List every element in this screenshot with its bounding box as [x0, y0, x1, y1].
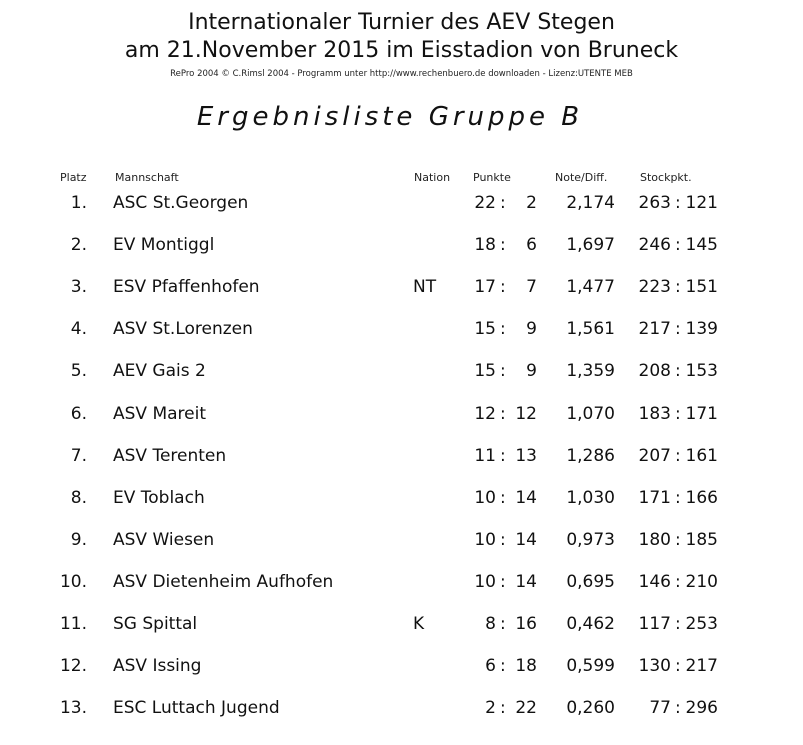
- stock-points-against-cell: 253: [685, 614, 718, 634]
- table-row: [0, 446, 803, 476]
- software-credit: RePro 2004 © C.Rimsl 2004 - Programm unter http://www.rechenbuero.de downloaden - Lizenz:UTENTE MEB: [170, 69, 633, 79]
- points-lost-cell: 12: [515, 403, 537, 424]
- table-row: [0, 193, 803, 223]
- points-won-cell: 10: [474, 487, 496, 508]
- rank-cell: 10.: [59, 571, 87, 592]
- rank-cell: 4.: [70, 319, 87, 340]
- team-name-cell: ASC St.Georgen: [113, 193, 249, 213]
- stock-points-against-cell: 139: [685, 319, 718, 340]
- points-separator: :: [500, 529, 506, 550]
- points-won-cell: 18: [474, 235, 496, 256]
- points-separator: :: [500, 487, 506, 508]
- table-row: [0, 530, 803, 560]
- team-name-cell: ASV Issing: [113, 656, 202, 677]
- points-won-cell: 10: [474, 571, 496, 592]
- stock-points-against-cell: 171: [685, 403, 718, 424]
- table-row: [0, 572, 803, 602]
- stock-separator: :: [675, 319, 681, 340]
- stock-points-for-cell: 180: [638, 529, 671, 550]
- rank-cell: 7.: [70, 445, 87, 466]
- results-heading: Ergebnisliste Gruppe B: [196, 102, 584, 132]
- points-lost-cell: 9: [526, 319, 537, 340]
- stock-points-for-cell: 263: [638, 193, 671, 213]
- stock-points-for-cell: 207: [638, 445, 671, 466]
- points-separator: :: [500, 656, 506, 677]
- column-header-punkte: Punkte: [473, 171, 511, 184]
- points-won-cell: 11: [474, 445, 496, 466]
- points-separator: :: [500, 193, 506, 213]
- stock-separator: :: [675, 614, 681, 634]
- note-diff-cell: 1,286: [566, 445, 615, 466]
- points-won-cell: 6: [485, 656, 496, 677]
- stock-points-for-cell: 146: [638, 571, 671, 592]
- stock-separator: :: [675, 235, 681, 256]
- note-diff-cell: 1,359: [566, 361, 615, 382]
- points-separator: :: [500, 277, 506, 298]
- points-lost-cell: 7: [526, 277, 537, 298]
- table-row: [0, 614, 803, 644]
- stock-separator: :: [675, 656, 681, 677]
- note-diff-cell: 1,030: [566, 487, 615, 508]
- stock-points-against-cell: 210: [685, 571, 718, 592]
- note-diff-cell: 1,070: [566, 403, 615, 424]
- stock-points-for-cell: 171: [638, 487, 671, 508]
- table-row: [0, 319, 803, 349]
- team-name-cell: ASV Terenten: [113, 445, 227, 466]
- table-row: [0, 488, 803, 518]
- team-name-cell: AEV Gais 2: [113, 361, 206, 382]
- nation-cell: NT: [413, 277, 437, 298]
- rank-cell: 2.: [70, 235, 87, 256]
- document-title: Internationaler Turnier des AEV Stegen: [188, 10, 615, 35]
- points-lost-cell: 14: [515, 487, 537, 508]
- note-diff-cell: 0,260: [566, 698, 615, 719]
- note-diff-cell: 0,695: [566, 571, 615, 592]
- points-lost-cell: 2: [526, 193, 537, 213]
- table-row: [0, 656, 803, 686]
- points-won-cell: 22: [474, 193, 496, 213]
- rank-cell: 1.: [70, 193, 87, 213]
- points-won-cell: 12: [474, 403, 496, 424]
- team-name-cell: ASV Dietenheim Aufhofen: [113, 571, 334, 592]
- stock-points-for-cell: 130: [638, 656, 671, 677]
- points-lost-cell: 6: [526, 235, 537, 256]
- rank-cell: 12.: [59, 656, 87, 677]
- stock-separator: :: [675, 698, 681, 719]
- column-header-nation: Nation: [414, 171, 451, 184]
- stock-separator: :: [675, 193, 681, 213]
- document-subtitle: am 21.November 2015 im Eisstadion von Bruneck: [124, 38, 679, 63]
- stock-points-against-cell: 121: [685, 193, 718, 213]
- stock-points-for-cell: 217: [638, 319, 671, 340]
- column-header-note: Note/Diff.: [555, 171, 608, 184]
- rank-cell: 3.: [70, 277, 87, 298]
- team-name-cell: ESC Luttach Jugend: [113, 698, 280, 719]
- points-separator: :: [500, 698, 506, 719]
- stock-points-for-cell: 77: [649, 698, 671, 719]
- points-won-cell: 15: [474, 319, 496, 340]
- team-name-cell: ESV Pfaffenhofen: [113, 277, 260, 298]
- rank-cell: 8.: [70, 487, 87, 508]
- stock-separator: :: [675, 445, 681, 466]
- team-name-cell: EV Toblach: [113, 487, 205, 508]
- points-separator: :: [500, 403, 506, 424]
- points-separator: :: [500, 571, 506, 592]
- note-diff-cell: 1,697: [566, 235, 615, 256]
- team-name-cell: SG Spittal: [113, 614, 198, 634]
- nation-cell: K: [413, 614, 425, 634]
- points-separator: :: [500, 614, 506, 634]
- note-diff-cell: 1,561: [566, 319, 615, 340]
- team-name-cell: ASV Mareit: [113, 403, 207, 424]
- team-name-cell: ASV Wiesen: [113, 529, 215, 550]
- points-separator: :: [500, 235, 506, 256]
- stock-points-against-cell: 166: [685, 487, 718, 508]
- points-won-cell: 2: [485, 698, 496, 719]
- points-lost-cell: 16: [515, 614, 537, 634]
- stock-points-for-cell: 246: [638, 235, 671, 256]
- stock-points-for-cell: 223: [638, 277, 671, 298]
- table-row: [0, 404, 803, 434]
- stock-separator: :: [675, 361, 681, 382]
- table-row: [0, 277, 803, 307]
- rank-cell: 6.: [70, 403, 87, 424]
- team-name-cell: EV Montiggl: [113, 235, 215, 256]
- table-row: [0, 361, 803, 391]
- stock-points-against-cell: 153: [685, 361, 718, 382]
- note-diff-cell: 0,973: [566, 529, 615, 550]
- stock-points-for-cell: 117: [638, 614, 671, 634]
- rank-cell: 11.: [59, 614, 87, 634]
- points-lost-cell: 9: [526, 361, 537, 382]
- stock-points-against-cell: 145: [685, 235, 718, 256]
- note-diff-cell: 0,462: [566, 614, 615, 634]
- note-diff-cell: 2,174: [566, 193, 615, 213]
- table-row: [0, 698, 803, 728]
- stock-points-against-cell: 296: [685, 698, 718, 719]
- stock-separator: :: [675, 487, 681, 508]
- points-separator: :: [500, 445, 506, 466]
- note-diff-cell: 0,599: [566, 656, 615, 677]
- column-header-mannschaft: Mannschaft: [115, 171, 179, 184]
- points-lost-cell: 13: [515, 445, 537, 466]
- points-won-cell: 15: [474, 361, 496, 382]
- team-name-cell: ASV St.Lorenzen: [113, 319, 253, 340]
- stock-separator: :: [675, 571, 681, 592]
- stock-points-for-cell: 183: [638, 403, 671, 424]
- points-won-cell: 8: [485, 614, 496, 634]
- column-header-platz: Platz: [60, 171, 87, 184]
- points-separator: :: [500, 361, 506, 382]
- rank-cell: 13.: [59, 698, 87, 719]
- points-lost-cell: 18: [515, 656, 537, 677]
- stock-separator: :: [675, 529, 681, 550]
- stock-points-against-cell: 185: [685, 529, 718, 550]
- points-lost-cell: 14: [515, 571, 537, 592]
- table-row: [0, 235, 803, 265]
- stock-points-against-cell: 217: [685, 656, 718, 677]
- stock-points-for-cell: 208: [638, 361, 671, 382]
- rank-cell: 9.: [70, 529, 87, 550]
- points-won-cell: 10: [474, 529, 496, 550]
- stock-points-against-cell: 151: [685, 277, 718, 298]
- stock-points-against-cell: 161: [685, 445, 718, 466]
- stock-separator: :: [675, 277, 681, 298]
- note-diff-cell: 1,477: [566, 277, 615, 298]
- points-lost-cell: 22: [515, 698, 537, 719]
- points-lost-cell: 14: [515, 529, 537, 550]
- column-header-stockpunkte: Stockpkt.: [640, 171, 692, 184]
- rank-cell: 5.: [70, 361, 87, 382]
- points-separator: :: [500, 319, 506, 340]
- points-won-cell: 17: [474, 277, 496, 298]
- stock-separator: :: [675, 403, 681, 424]
